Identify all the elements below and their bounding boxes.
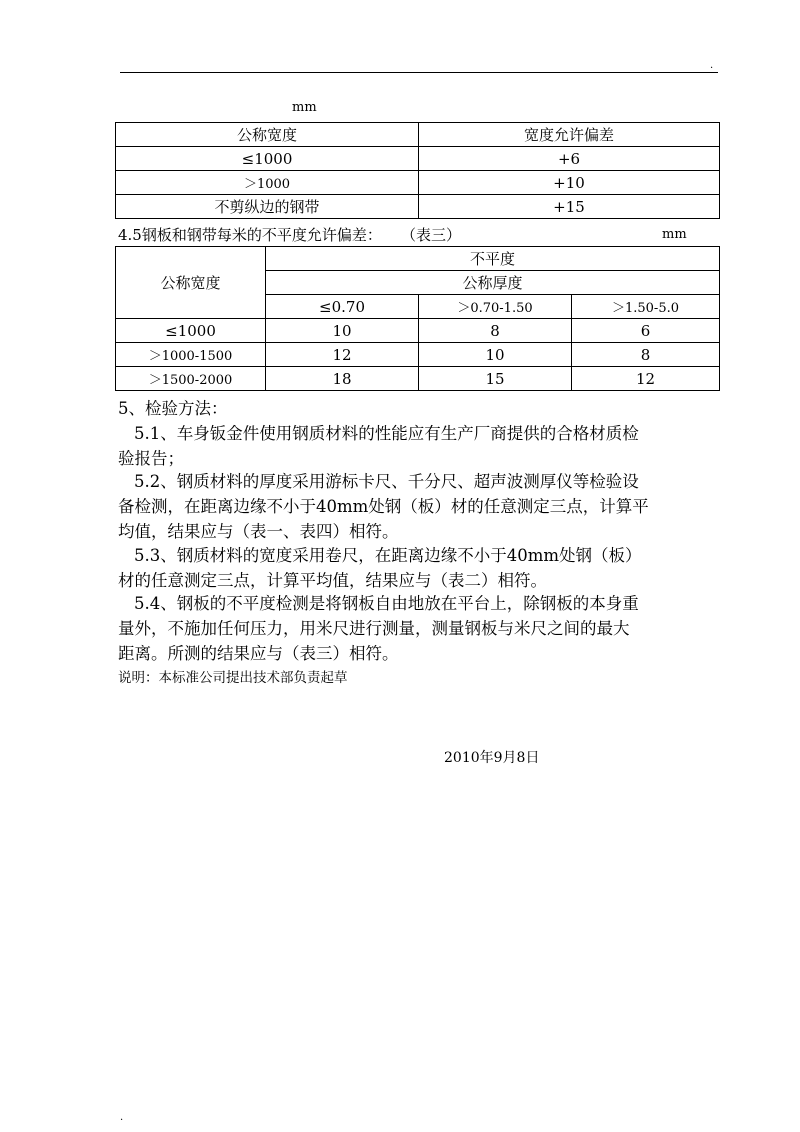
table-cell: ＞1000	[116, 171, 419, 195]
paragraph-5-2	[118, 469, 718, 544]
section-4-5-title: 4.5钢板和钢带每米的不平度允许偏差：	[118, 226, 382, 244]
table-cell: 12	[266, 343, 419, 367]
width-tolerance-table	[115, 122, 720, 219]
paragraph-line: 5.2、钢质材料的厚度采用游标卡尺、千分尺、超声波测厚仪等检验设	[134, 472, 639, 491]
table-header-cell: 不平度	[266, 247, 720, 271]
paragraph-line: 5.3、钢质材料的宽度采用卷尺，在距离边缘不小于40mm处钢（板）	[134, 546, 642, 565]
table-cell: ＞1000-1500	[116, 343, 266, 367]
paragraph-5-4	[118, 591, 718, 666]
flatness-tolerance-table	[115, 246, 720, 391]
section-4-5-heading	[118, 224, 461, 245]
drafting-note: 说明：本标准公司提出技术部负责起草	[118, 670, 348, 686]
paragraph-line: 验报告；	[118, 449, 184, 468]
table-row	[116, 195, 720, 219]
table-header-cell: 公称宽度	[116, 123, 419, 147]
table-row	[116, 247, 720, 271]
table-cell: 12	[572, 367, 720, 391]
header-rule	[120, 72, 718, 73]
header-dot: .	[710, 60, 714, 71]
table-cell: +15	[419, 195, 720, 219]
paragraph-line: 材的任意测定三点，计算平均值，结果应与（表二）相符。	[118, 571, 547, 590]
table-header-cell: 公称厚度	[266, 271, 720, 295]
table-header-cell: 宽度允许偏差	[419, 123, 720, 147]
table-row	[116, 319, 720, 343]
paragraph-line: 量外，不施加任何压力，用米尺进行测量，测量钢板与米尺之间的最大	[118, 619, 630, 638]
table-cell: 15	[419, 367, 572, 391]
table-cell: +10	[419, 171, 720, 195]
table-row	[116, 367, 720, 391]
table-cell: 10	[419, 343, 572, 367]
paragraph-5-1	[118, 421, 718, 471]
paragraph-line: 均值，结果应与（表一、表四）相符。	[118, 522, 399, 541]
footer-dot: .	[120, 1112, 124, 1123]
table-header-cell: ＞1.50-5.0	[572, 295, 720, 319]
paragraph-5-3	[118, 543, 718, 593]
table-cell: 18	[266, 367, 419, 391]
table-cell: 8	[419, 319, 572, 343]
table2-unit: mm	[292, 100, 317, 115]
table-row	[116, 123, 720, 147]
paragraph-line: 备检测，在距离边缘不小于40mm处钢（板）材的任意测定三点，计算平	[118, 497, 649, 516]
table-row	[116, 147, 720, 171]
table-cell: ≤1000	[116, 147, 419, 171]
table-header-cell: ≤0.70	[266, 295, 419, 319]
paragraph-line: 5.1、车身钣金件使用钢质材料的性能应有生产厂商提供的合格材质检	[134, 424, 639, 443]
paragraph-line: 5.4、钢板的不平度检测是将钢板自由地放在平台上，除钢板的本身重	[134, 594, 639, 613]
paragraph-line: 距离。所测的结果应与（表三）相符。	[118, 644, 399, 663]
table-cell: 8	[572, 343, 720, 367]
document-date: 2010年9月8日	[444, 750, 540, 766]
table-header-cell: 公称宽度	[116, 247, 266, 319]
table-header-cell: ＞0.70-1.50	[419, 295, 572, 319]
table-cell: ≤1000	[116, 319, 266, 343]
section-4-5-table-ref: （表三）	[400, 226, 461, 244]
table-cell: 10	[266, 319, 419, 343]
table-row	[116, 171, 720, 195]
table-cell: ＞1500-2000	[116, 367, 266, 391]
table-cell: +6	[419, 147, 720, 171]
table-cell: 不剪纵边的钢带	[116, 195, 419, 219]
section-5-title: 5、检验方法：	[118, 399, 228, 418]
table-row	[116, 343, 720, 367]
table-cell: 6	[572, 319, 720, 343]
table3-unit: mm	[662, 227, 687, 242]
